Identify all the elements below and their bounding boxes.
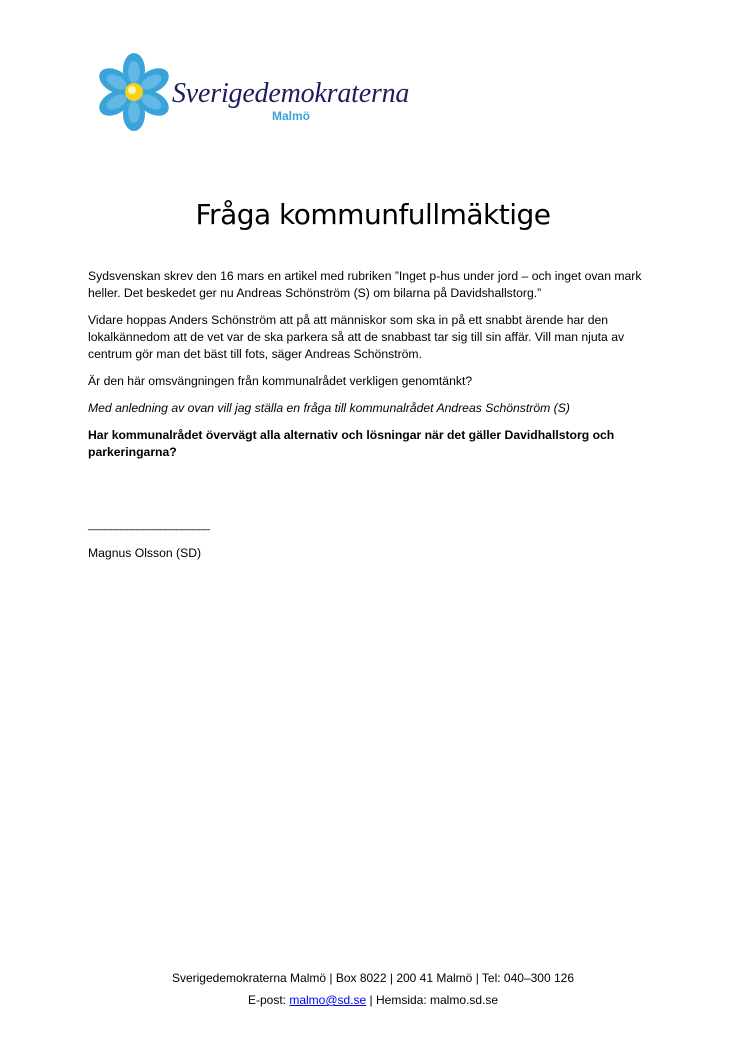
footer [0, 967, 746, 1011]
flower-icon [96, 50, 180, 134]
signature-line: ______________________ [88, 519, 210, 531]
page-title: Fråga kommunfullmäktige [195, 198, 551, 231]
paragraph: Är den här omsvängningen från kommunalrådet verkligen genomtänkt? [88, 374, 473, 388]
footer-contact [0, 989, 746, 1011]
brand-sub: Malmö [272, 109, 311, 123]
signature-name: Magnus Olsson (SD) [88, 546, 202, 560]
paragraph: Sydsvenskan skrev den 16 mars en artikel med rubriken ”Inget p-hus under jord – och inget ovan mark heller. Det beskedet ger nu Andreas Schönström (S) om bilarna på Davidshallstorg.” [88, 269, 642, 300]
question-paragraph: Har kommunalrådet övervägt alla alternativ och lösningar när det gäller Davidhallstorg och parkeringarna? [88, 428, 615, 459]
paragraph: Vidare hoppas Anders Schönström att på att människor som ska in på ett snabbt ärende har den lokalkännedom att de vet var de ska parkera så att de snabbast tar sig till sin affär. Vill man njuta av centrum gör man det bäst till fots, säger Andreas Schönström. [88, 313, 625, 361]
website-text: | Hemsida: malmo.sd.se [366, 993, 499, 1007]
email-link[interactable]: malmo@sd.se [289, 993, 367, 1007]
italic-paragraph: Med anledning av ovan vill jag ställa en fråga till kommunalrådet Andreas Schönström (S) [88, 401, 570, 415]
email-label: E-post: [247, 993, 290, 1007]
brand-name: Sverigedemokraterna [172, 78, 410, 109]
footer-address: Sverigedemokraterna Malmö | Box 8022 | 200 41 Malmö | Tel: 040–300 126 [171, 971, 575, 985]
document-body [88, 268, 658, 471]
